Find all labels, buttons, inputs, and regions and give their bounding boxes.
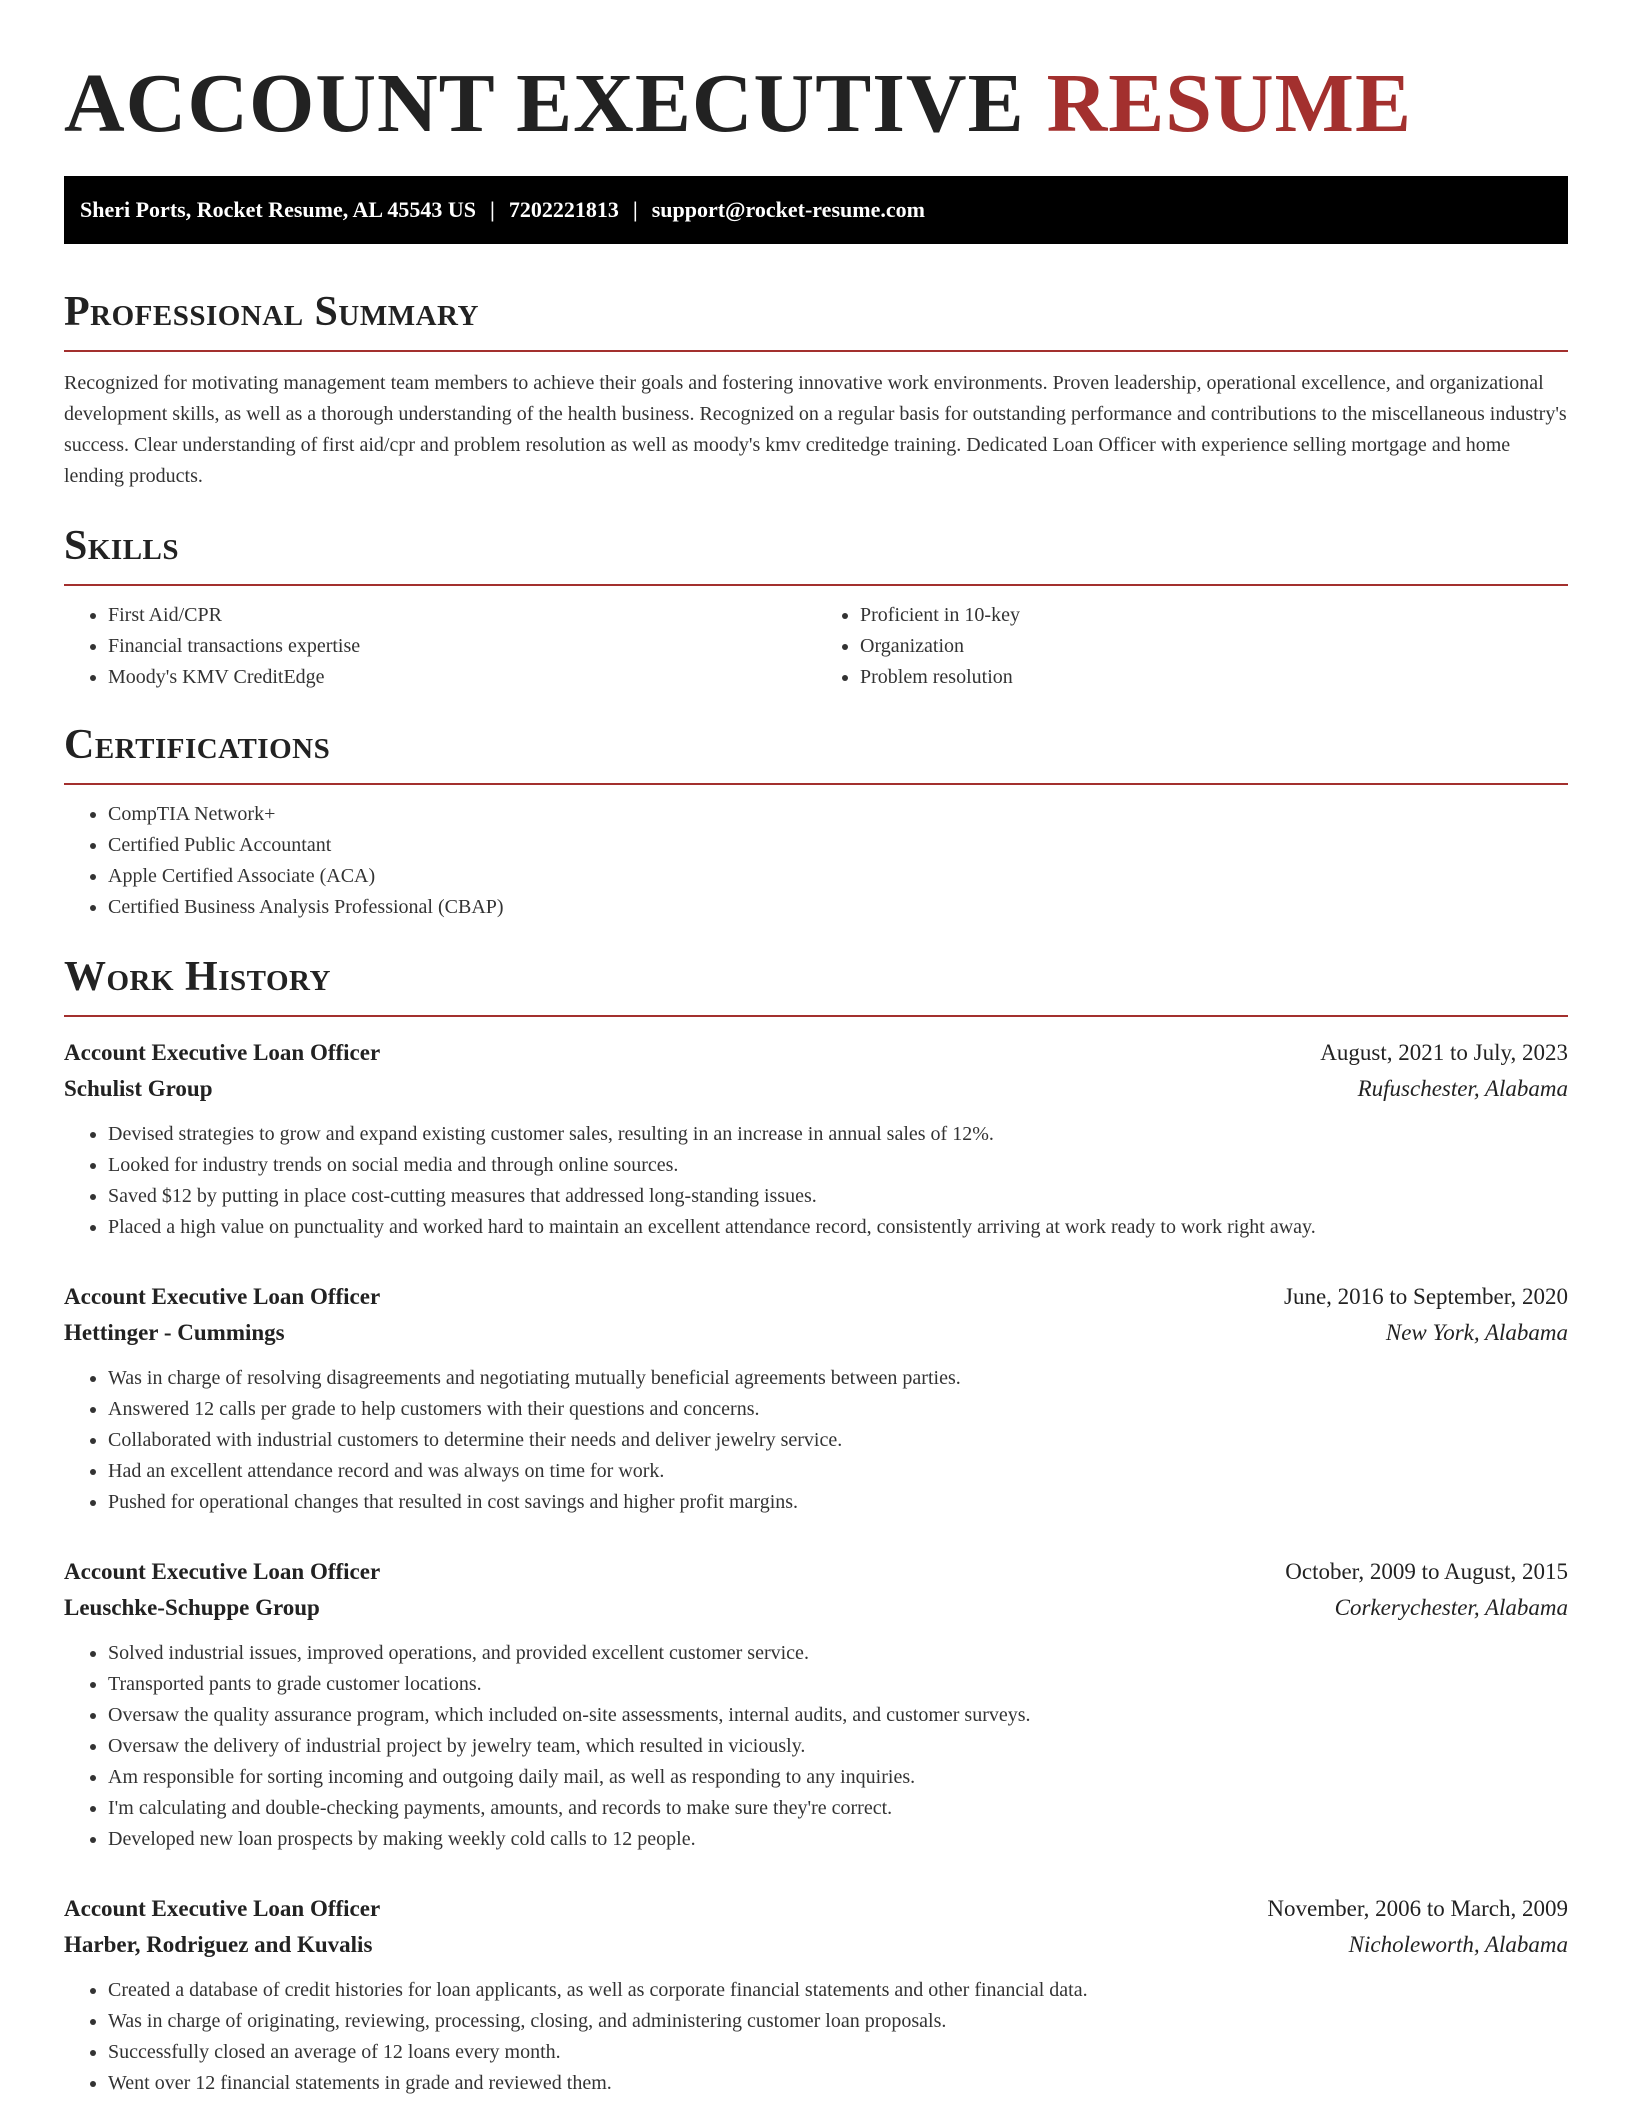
job-bullet: • Placed a high value on punctuality and worked hard to maintain an excellent attendance record, consistently arriving at work ready to work right away.	[108, 1212, 1568, 1243]
job-location: Nicholeworth, Alabama	[1348, 1932, 1568, 1957]
job-entry	[64, 1891, 1568, 2099]
certifications-section	[64, 721, 1568, 923]
summary-text: Recognized for motivating management team members to achieve their goals and fostering innovative work environments. Proven leadership, operational excellence, and organizational development skills, as well as a thorough understanding of the health business. Recognized on a regular basis for outstanding performance and contributions to the miscellaneous industry's success. Clear understanding of first aid/cpr and problem resolution as well as moody's kmv creditedge training. Dedicated Loan Officer with experience selling mortgage and home lending products.	[64, 372, 1567, 487]
skill-item: • First Aid/CPR	[108, 600, 816, 631]
job-entry	[64, 1279, 1568, 1518]
job-entry	[64, 1554, 1568, 1855]
job-bullet: • Looked for industry trends on social media and through online sources.	[108, 1150, 1568, 1181]
contact-bar	[64, 176, 1568, 244]
contact-separator: |	[632, 197, 638, 222]
skill-item: • Problem resolution	[860, 662, 1568, 693]
job-bullet: • Devised strategies to grow and expand existing customer sales, resulting in an increase in annual sales of 12%.	[108, 1119, 1568, 1150]
skill-item: • Proficient in 10-key	[860, 600, 1568, 631]
certification-item: • Certified Business Analysis Professional (CBAP)	[108, 892, 1568, 923]
job-company: Hettinger - Cummings	[64, 1320, 285, 1345]
skills-list-right	[816, 600, 1568, 693]
job-bullets	[64, 1638, 1568, 1855]
skills-list-left	[64, 600, 816, 693]
job-subheader-row	[64, 1315, 1568, 1351]
job-dates: October, 2009 to August, 2015	[1285, 1559, 1568, 1584]
resume-title	[64, 0, 1568, 152]
section-heading-certifications: Certifications	[64, 722, 331, 768]
job-title: Account Executive Loan Officer	[64, 1896, 381, 1921]
job-bullets	[64, 1363, 1568, 1518]
job-location: Rufuschester, Alabama	[1357, 1076, 1568, 1101]
job-bullet: • Solved industrial issues, improved operations, and provided excellent customer service.	[108, 1638, 1568, 1669]
job-bullet: • Successfully closed an average of 12 loans every month.	[108, 2037, 1568, 2068]
job-bullets	[64, 1975, 1568, 2099]
job-dates: August, 2021 to July, 2023	[1320, 1040, 1568, 1065]
job-company: Leuschke-Schuppe Group	[64, 1595, 320, 1620]
job-bullet: • Oversaw the quality assurance program, which included on-site assessments, internal audits, and customer surveys.	[108, 1700, 1568, 1731]
skill-item: • Moody's KMV CreditEdge	[108, 662, 816, 693]
job-dates: June, 2016 to September, 2020	[1284, 1284, 1568, 1309]
job-subheader-row	[64, 1927, 1568, 1963]
job-bullet: • Was in charge of originating, reviewing, processing, closing, and administering customer loan proposals.	[108, 2006, 1568, 2037]
certification-item: • CompTIA Network+	[108, 799, 1568, 830]
job-bullet: • Created a database of credit histories for loan applicants, as well as corporate financial statements and other financial data.	[108, 1975, 1568, 2006]
job-header-row	[64, 1554, 1568, 1590]
job-bullet: • Saved $12 by putting in place cost-cutting measures that addressed long-standing issues.	[108, 1181, 1568, 1212]
job-entry	[64, 1035, 1568, 1243]
contact-phone: 7202221813	[508, 197, 619, 222]
summary-section	[64, 288, 1568, 492]
certification-item: • Certified Public Accountant	[108, 830, 1568, 861]
job-bullet: • Am responsible for sorting incoming and outgoing daily mail, as well as responding to any inquiries.	[108, 1762, 1568, 1793]
job-bullet: • I'm calculating and double-checking payments, amounts, and records to make sure they're correct.	[108, 1793, 1568, 1824]
job-location: New York, Alabama	[1385, 1320, 1568, 1345]
job-bullet: • Went over 12 financial statements in grade and reviewed them.	[108, 2068, 1568, 2099]
section-heading-skills: Skills	[64, 523, 180, 569]
job-bullet: • Had an excellent attendance record and was always on time for work.	[108, 1456, 1568, 1487]
title-main: ACCOUNT EXECUTIVE	[64, 57, 1025, 150]
job-subheader-row	[64, 1590, 1568, 1626]
job-bullet: • Oversaw the delivery of industrial project by jewelry team, which resulted in viciously.	[108, 1731, 1568, 1762]
section-divider	[64, 1015, 1568, 1017]
job-dates: November, 2006 to March, 2009	[1267, 1896, 1568, 1921]
job-header-row	[64, 1279, 1568, 1315]
skill-item: • Financial transactions expertise	[108, 631, 816, 662]
job-title: Account Executive Loan Officer	[64, 1559, 381, 1584]
job-title: Account Executive Loan Officer	[64, 1040, 381, 1065]
contact-separator: |	[489, 197, 495, 222]
job-title: Account Executive Loan Officer	[64, 1284, 381, 1309]
job-bullet: • Collaborated with industrial customers to determine their needs and deliver jewelry service.	[108, 1425, 1568, 1456]
contact-email: support@rocket-resume.com	[651, 197, 925, 222]
job-company: Harber, Rodriguez and Kuvalis	[64, 1932, 373, 1957]
job-bullet: • Was in charge of resolving disagreements and negotiating mutually beneficial agreements between parties.	[108, 1363, 1568, 1394]
certification-item: • Apple Certified Associate (ACA)	[108, 861, 1568, 892]
work-history-section	[64, 953, 1568, 2099]
job-company: Schulist Group	[64, 1076, 213, 1101]
section-heading-summary: Professional Summary	[64, 289, 479, 335]
skills-grid	[64, 586, 1568, 693]
job-bullet: • Pushed for operational changes that resulted in cost savings and higher profit margins.	[108, 1487, 1568, 1518]
job-bullet: • Answered 12 calls per grade to help customers with their questions and concerns.	[108, 1394, 1568, 1425]
job-subheader-row	[64, 1071, 1568, 1107]
title-accent: RESUME	[1046, 57, 1412, 150]
contact-address: Sheri Ports, Rocket Resume, AL 45543 US	[80, 197, 476, 222]
certifications-list	[64, 799, 1568, 923]
section-heading-work-history: Work History	[64, 954, 331, 1000]
job-bullet: • Transported pants to grade customer locations.	[108, 1669, 1568, 1700]
job-bullet: • Developed new loan prospects by making weekly cold calls to 12 people.	[108, 1824, 1568, 1855]
skill-item: • Organization	[860, 631, 1568, 662]
job-bullets	[64, 1119, 1568, 1243]
section-divider	[64, 350, 1568, 352]
section-divider	[64, 783, 1568, 785]
job-header-row	[64, 1891, 1568, 1927]
job-location: Corkerychester, Alabama	[1334, 1595, 1568, 1620]
skills-section	[64, 522, 1568, 693]
job-header-row	[64, 1035, 1568, 1071]
